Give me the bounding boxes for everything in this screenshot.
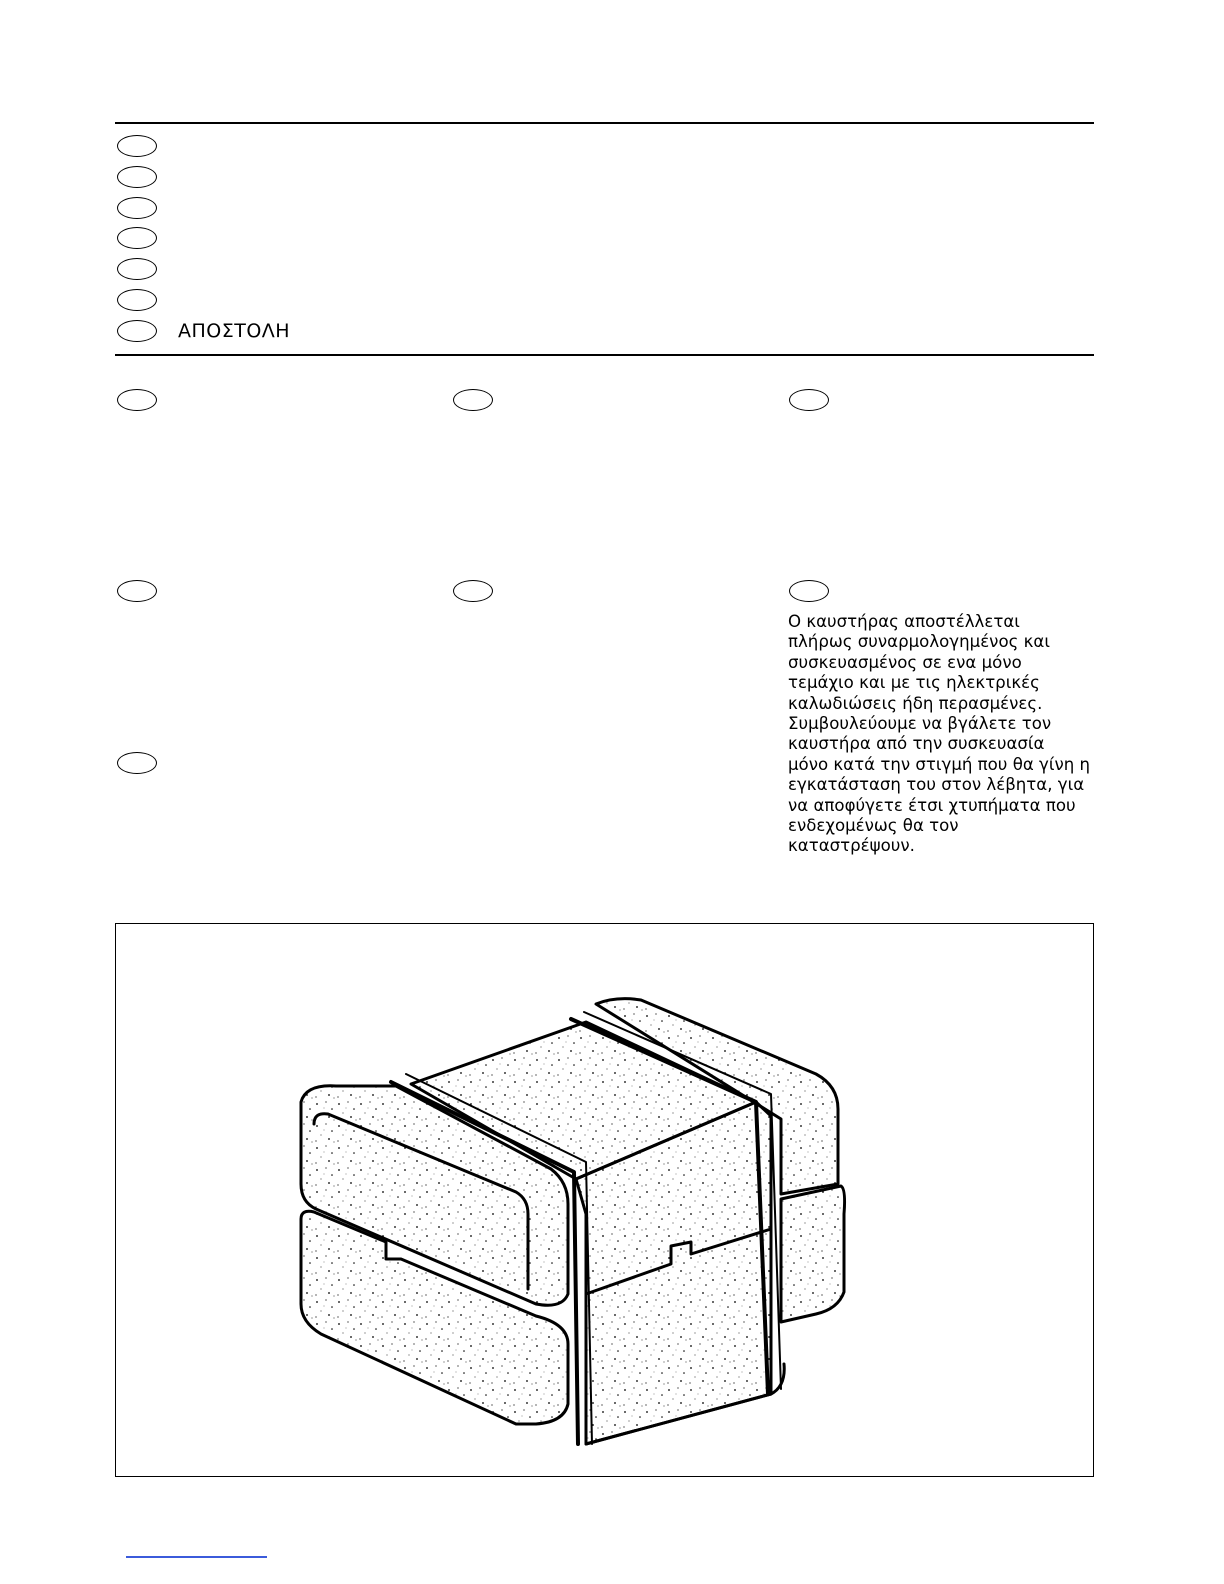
paragraph-line: Ο καυστήρας αποστέλλεται [788,612,1020,631]
section-heading: ΑΠΟΣΤΟΛΗ [178,320,291,342]
shipping-paragraph [788,612,1098,857]
column-marker-1 [117,389,157,411]
language-marker-3 [117,197,157,219]
paragraph-line: μόνο κατά την στιγμή που θα γίνη η [788,754,1091,774]
paragraph-line: εγκατάσταση του στον λέβητα, για [788,775,1085,795]
figure-frame [115,923,1094,1477]
section-rule [115,354,1094,356]
paragraph-line: καταστρέψουν. [788,836,915,856]
language-marker-4 [117,227,157,249]
language-marker-6 [117,289,157,311]
paragraph-line: ενδεχομένως θα τον [788,815,959,835]
column-marker-4 [117,580,157,602]
language-marker-5 [117,258,157,280]
paragraph-line: καυστήρα από την συσκευασία [788,734,1045,754]
column-marker-3 [789,389,829,411]
language-marker-1 [117,135,157,157]
language-marker-7 [117,320,157,342]
paragraph-line: πλήρως συναρμολογημένος και [788,632,1050,652]
paragraph-line: συσκευασμένος σε ενα μόνο [788,652,1022,672]
language-marker-2 [117,166,157,188]
footer-underline [126,1556,267,1558]
paragraph-line: καλωδιώσεις ήδη περασμένες. [788,693,1043,713]
column-marker-2 [453,389,493,411]
column-marker-5 [453,580,493,602]
top-rule [115,122,1094,124]
column-marker-6 [789,580,829,602]
paragraph-line: τεμάχιο και με τις ηλεκτρικές [788,673,1040,693]
paragraph-line: Συμβουλεύουμε να βγάλετε τον [788,713,1052,733]
paragraph-line: να αποφύγετε έτσι χτυπήματα που [788,795,1076,815]
column-marker-7 [117,752,157,774]
packaged-box-illustration [116,924,1095,1478]
